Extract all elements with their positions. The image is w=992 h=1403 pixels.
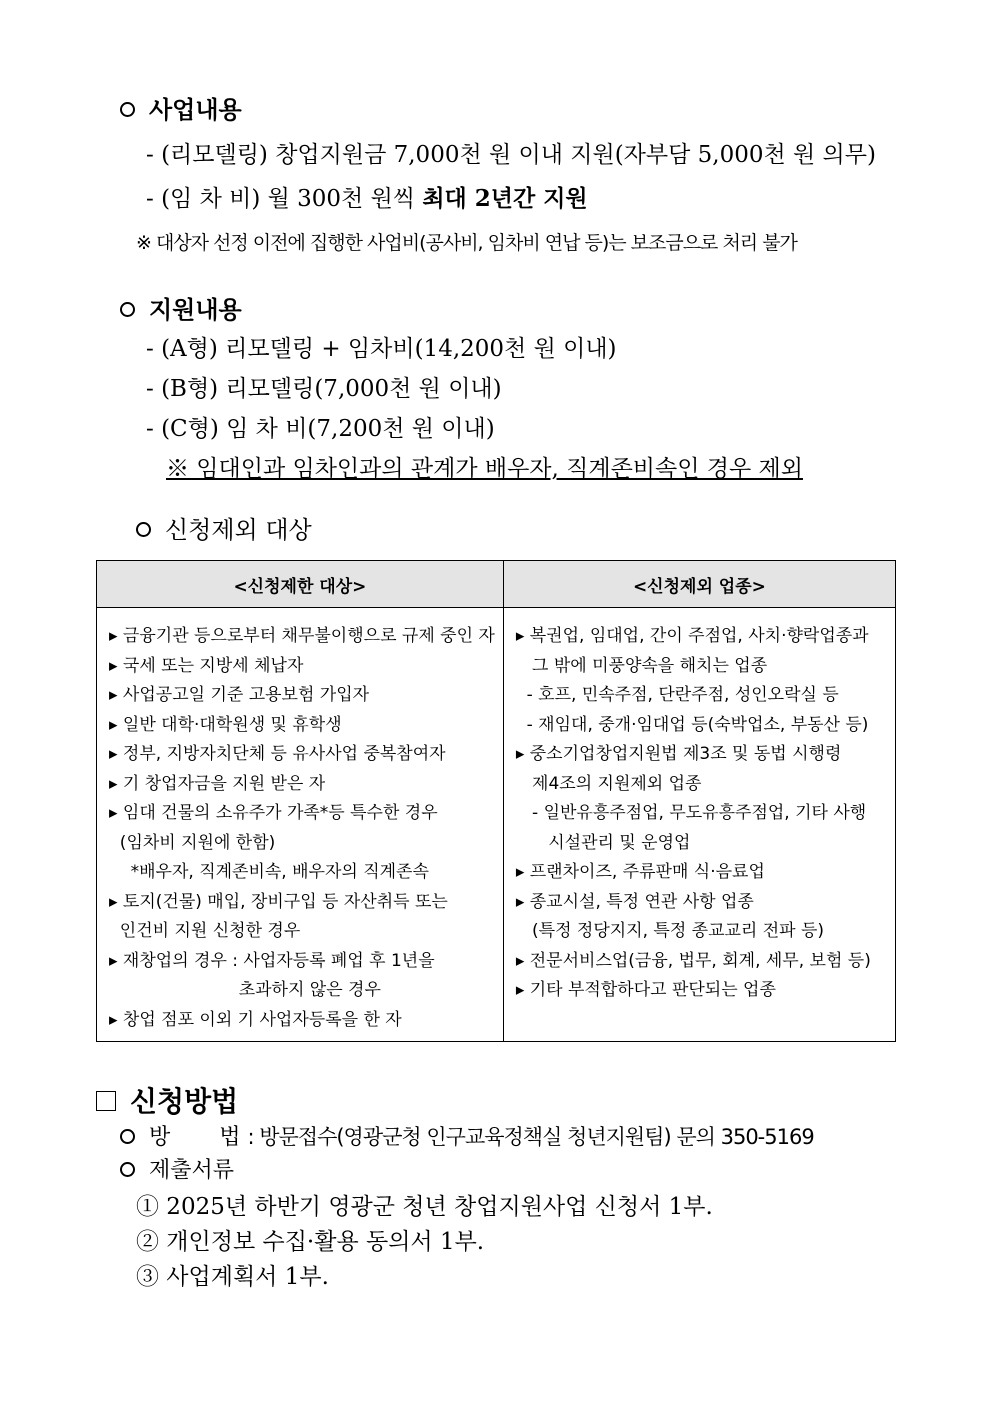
- submission-docs-title: 제출서류: [120, 1153, 234, 1184]
- business-line-remodeling: - (리모델링) 창업지원금 7,000천 원 이내 지원(자부담 5,000천 원 의무): [146, 142, 876, 168]
- circle-bullet-icon: [120, 102, 135, 117]
- list-item: ▸ 전문서비스업(금융, 법무, 회계, 세무, 보험 등): [515, 950, 871, 971]
- list-item: ▸ 중소기업창업지원법 제3조 및 동법 시행령: [515, 744, 842, 764]
- support-note: ※ 임대인과 임차인과의 관계가 배우자, 직계존비속인 경우 제외: [166, 456, 803, 482]
- table-header-excluded-industry: <신청제외 업종>: [503, 561, 895, 608]
- list-item: ▸ 복권업, 임대업, 간이 주점업, 사치·향락업종과: [515, 626, 869, 646]
- list-item: *배우자, 직계존비속, 배우자의 직계존속: [109, 862, 429, 882]
- list-item: (특정 정당지지, 특정 종교교리 전파 등): [515, 921, 825, 941]
- list-item: - 재임대, 중개·임대업 등(숙박업소, 부동산 등): [515, 714, 869, 735]
- section-application-title: 신청방법: [96, 1080, 238, 1120]
- square-bullet-icon: [96, 1091, 116, 1111]
- list-item: ▸ 일반 대학·대학원생 및 휴학생: [109, 714, 342, 735]
- section-support-title: 지원내용: [120, 290, 242, 325]
- support-item-b: - (B형) 리모델링(7,000천 원 이내): [146, 376, 502, 402]
- doc-item: ② 개인정보 수집·활용 동의서 1부.: [136, 1229, 485, 1255]
- table-header-restricted: <신청제한 대상>: [97, 561, 504, 608]
- circle-bullet-icon: [120, 1129, 135, 1144]
- list-item: - 일반유흥주점업, 무도유흥주점업, 기타 사행: [515, 803, 867, 823]
- section-exclusion-title: 신청제외 대상: [136, 510, 312, 545]
- exclusion-table: [96, 560, 896, 1042]
- list-item: 시설관리 및 운영업: [515, 832, 691, 853]
- business-note: ※ 대상자 선정 이전에 집행한 사업비(공사비, 임차비 연납 등)는 보조금으로 처리 불가: [136, 232, 797, 254]
- list-item: ▸ 금융기관 등으로부터 채무불이행으로 규제 중인 자: [109, 626, 495, 646]
- list-item: (임차비 지원에 한함): [109, 832, 276, 853]
- list-item: ▸ 토지(건물) 매입, 장비구입 등 자산취득 또는: [109, 891, 448, 912]
- list-item: ▸ 재창업의 경우 : 사업자등록 폐업 후 1년을: [109, 950, 435, 971]
- list-item: 인건비 지원 신청한 경우: [109, 921, 301, 941]
- doc-item: ③ 사업계획서 1부.: [136, 1264, 329, 1290]
- list-item: 초과하지 않은 경우: [109, 980, 381, 1000]
- list-item: - 호프, 민속주점, 단란주점, 성인오락실 등: [515, 685, 839, 705]
- list-item: ▸ 창업 점포 이외 기 사업자등록을 한 자: [109, 1009, 402, 1030]
- list-item: ▸ 기 창업자금을 지원 받은 자: [109, 773, 326, 794]
- doc-item: ① 2025년 하반기 영광군 청년 창업지원사업 신청서 1부.: [136, 1194, 713, 1220]
- list-item: ▸ 종교시설, 특정 연관 사항 업종: [515, 891, 754, 912]
- business-line-rent: - (임 차 비) 월 300천 원씩 최대 2년간 지원: [146, 185, 588, 212]
- list-item: ▸ 국세 또는 지방세 체납자: [109, 655, 304, 676]
- circle-bullet-icon: [120, 1162, 135, 1177]
- list-item: ▸ 사업공고일 기준 고용보험 가입자: [109, 685, 370, 705]
- list-item: 제4조의 지원제외 업종: [515, 773, 702, 794]
- support-item-c: - (C형) 임 차 비(7,200천 원 이내): [146, 416, 495, 442]
- section-business-title: 사업내용: [120, 90, 242, 125]
- circle-bullet-icon: [136, 522, 151, 537]
- excluded-industry-list: [503, 608, 895, 1042]
- list-item: ▸ 정부, 지방자치단체 등 유사사업 중복참여자: [109, 744, 446, 764]
- list-item: ▸ 프랜차이즈, 주류판매 식·음료업: [515, 862, 765, 882]
- restricted-list: [97, 608, 504, 1042]
- circle-bullet-icon: [120, 302, 135, 317]
- support-item-a: - (A형) 리모델링 + 임차비(14,200천 원 이내): [146, 336, 617, 362]
- application-method: 방 법 : 방문접수(영광군청 인구교육정책실 청년지원팀) 문의 350-5169: [120, 1120, 814, 1151]
- list-item: ▸ 임대 건물의 소유주가 가족*등 특수한 경우: [109, 803, 438, 823]
- list-item: ▸ 기타 부적합하다고 판단되는 업종: [515, 980, 776, 1000]
- list-item: 그 밖에 미풍양속을 해치는 업종: [515, 655, 768, 676]
